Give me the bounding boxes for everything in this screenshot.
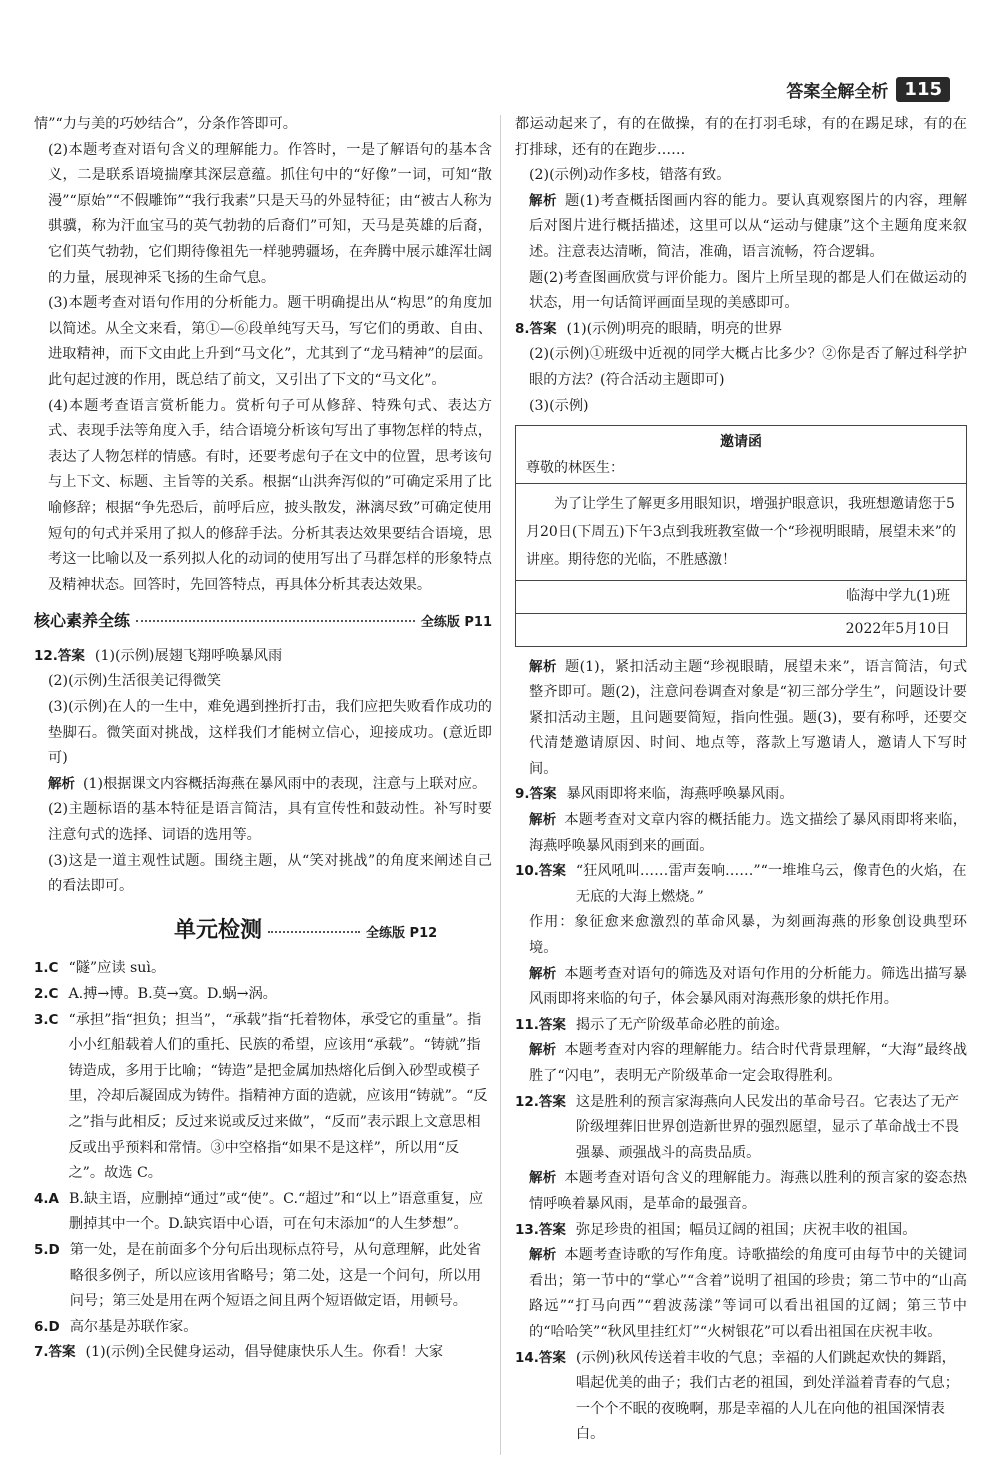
right-column bbox=[515, 112, 967, 1448]
question-number: 12.答案 bbox=[34, 647, 85, 664]
answer-text: B.缺主语，应删掉“通过”或“使”。C.“超过”和“以上”语意重复，应删掉其中一个。D.缺宾语中心语，可在句末添加“的人生梦想”。 bbox=[68, 1190, 484, 1233]
paragraph: (2)(示例)动作多枝，错落有致。 bbox=[529, 167, 731, 184]
question-5 bbox=[34, 1238, 492, 1315]
paragraph: 都运动起来了，有的在做操，有的在打羽毛球，有的在踢足球，有的在打排球，还有的在跑步…… bbox=[515, 116, 967, 158]
analysis-text: 题(1)考查概括图画内容的能力。要认真观察图片的内容，理解后对图片进行概括描述，这里可以从“运动与健康”这个主题角度来叙述。注意表达清晰，简洁，准确，语言流畅，符合逻辑。 bbox=[529, 192, 968, 260]
analysis-text: (2)主题标语的基本特征是语言简洁，具有宣传性和鼓动性。补写时要注意句式的选择、词语的选用等。 bbox=[48, 801, 492, 844]
analysis-text: 本题考查对语句含义的理解能力。海燕以胜利的预言家的姿态热情呼唤着暴风雨，是革命的最强音。 bbox=[529, 1170, 967, 1212]
section-ref: 全练版 P11 bbox=[420, 615, 492, 631]
answer-text: 揭示了无产阶级革命必胜的前途。 bbox=[575, 1016, 789, 1033]
paragraph: (4)本题考查语言赏析能力。赏析句子可从修辞、特殊句式、表达方式、表现手法等角度入手，结合语境分析该句写出了事物怎样的特点，表达了人物怎样的情感。有时，还要考虑句子在文中的位置，思考该句与上下文、标题、主旨等的关系。根据“山洪奔泻似的”可确定采用了比喻修辞；根据“争先恐后，前呼后应，披头散发，淋漓尽致”可确定使用短句的句式并采用了拟人的修辞手法。分析其表达效果要结合语境，思考这一比喻以及一系列拟人化的动词的使用写出了马群怎样的形象特点及精神状态。回答时，先回答特点，再具体分析其表达效果。 bbox=[48, 397, 492, 593]
left-column bbox=[34, 112, 492, 1366]
question-12 bbox=[515, 1090, 967, 1167]
question-number: 6.D bbox=[34, 1318, 60, 1335]
question-number: 5.D bbox=[34, 1241, 60, 1258]
analysis-text: 本题考查对文章内容的概括能力。选文描绘了暴风雨即将来临，海燕呼唤暴风雨到来的画面。 bbox=[529, 812, 967, 854]
analysis-tag: 解析 bbox=[529, 965, 557, 982]
analysis bbox=[34, 772, 492, 798]
analysis bbox=[515, 1243, 967, 1345]
question-number: 8.答案 bbox=[515, 320, 557, 337]
analysis-text: 本题考查对内容的理解能力。结合时代背景理解，“大海”最终战胜了“闪电”，表明无产阶级革命一定会取得胜利。 bbox=[529, 1042, 968, 1084]
paragraph: (2)本题考查对语句含义的理解能力。作答时，一是了解语句的基本含义，二是联系语境揣摩其深层意蕴。抓住句中的“好像”一词，可知“散漫”“原始”“不假雕饰”“我行我素”只是天马的外显特征；由“被古人称为骐骥，称为汗血宝马的英气勃勃的后裔们”可知，天马是英雄的后裔，它们英气勃勃，它们期待像祖先一样驰骋疆场，在奔腾中展示雄浑壮阔的力量，展现神采飞扬的生命气息。 bbox=[48, 141, 492, 286]
analysis-tag: 解析 bbox=[529, 1170, 557, 1187]
question-number: 10.答案 bbox=[515, 863, 566, 880]
question-number: 9.答案 bbox=[515, 786, 557, 803]
analysis-text: 本题考查对语句的筛选及对语句作用的分析能力。筛选出描写暴风雨即将来临的句子，体会暴风雨对海燕形象的烘托作用。 bbox=[529, 965, 967, 1008]
analysis bbox=[515, 808, 967, 859]
analysis-text: 题(2)考查图画欣赏与评价能力。图片上所呈现的都是人们在做运动的状态，用一句话简评画面呈现的美感即可。 bbox=[529, 269, 967, 312]
letter-header bbox=[516, 426, 966, 484]
analysis-tag: 解析 bbox=[529, 192, 558, 209]
answer-text: (1)(示例)全民健身运动，倡导健康快乐人生。你看！大家 bbox=[85, 1344, 444, 1361]
dotted-leader bbox=[136, 620, 415, 622]
answer-text: “隧”应读 suì。 bbox=[68, 960, 166, 977]
question-number: 13.答案 bbox=[515, 1221, 566, 1238]
question-6 bbox=[34, 1315, 492, 1341]
question-number: 1.C bbox=[34, 960, 59, 977]
question-number: 2.C bbox=[34, 986, 59, 1002]
answer-text: (2)(示例)生活很美记得微笑 bbox=[48, 673, 222, 690]
answer-text: (2)(示例)①班级中近视的同学大概占比多少？②你是否了解过科学护眼的方法？(符合活动主题即可) bbox=[529, 346, 967, 388]
section-title: 单元检测 bbox=[174, 917, 263, 943]
analysis bbox=[515, 962, 967, 1013]
question-8 bbox=[515, 317, 967, 343]
header-title: 答案全解全析 bbox=[786, 81, 889, 102]
paragraph: (3)本题考查对语句作用的分析能力。题干明确提出从“构思”的角度加以简述。从全文来看，第①—⑥段单纯写天马，写它们的勇敢、自由、进取精神，而下文由此上升到“马文化”，尤其到了“龙马精神”的层面。此句起过渡的作用，既总结了前文，又引出了下文的“马文化”。 bbox=[48, 295, 492, 388]
analysis-text: 题(1)，紧扣活动主题“珍视眼睛，展望未来”，语言简洁，句式整齐即可。题(2)，注意问卷调查对象是“初三部分学生”，问题设计要紧扣活动主题，且问题要简短，指向性强。题(3)，要有称呼，还要交代清楚邀请原因、时间、地点等，落款上写邀请人，邀请人下写时间。 bbox=[529, 658, 968, 777]
answer-text: A.搏→博。B.莫→寞。D.蜗→涡。 bbox=[68, 986, 277, 1002]
letter-greeting: 尊敬的林医生： bbox=[526, 459, 624, 476]
answer-text: 暴风雨即将来临，海燕呼唤暴风雨。 bbox=[566, 786, 794, 803]
paragraph: 情”“力与美的巧妙结合”，分条作答即可。 bbox=[34, 116, 297, 132]
analysis-text: (1)根据课文内容概括海燕在暴风雨中的表现，注意与上联对应。 bbox=[83, 775, 487, 792]
letter-sender: 临海中学九(1)班 bbox=[516, 581, 966, 614]
answer-text: 作用：象征愈来愈激烈的革命风暴，为刻画海燕的形象创设典型环境。 bbox=[529, 914, 967, 957]
analysis-tag: 解析 bbox=[529, 658, 557, 675]
question-11 bbox=[515, 1013, 967, 1039]
question-number: 14.答案 bbox=[515, 1349, 566, 1366]
page-number: 115 bbox=[896, 77, 950, 102]
question-12 bbox=[34, 644, 492, 670]
answer-text: 高尔基是苏联作家。 bbox=[69, 1318, 198, 1335]
section-title: 核心素养全练 bbox=[34, 611, 131, 631]
question-number: 7.答案 bbox=[34, 1344, 76, 1361]
answer-text: (1)(示例)展翅飞翔呼唤暴风雨 bbox=[94, 647, 283, 664]
question-10 bbox=[515, 859, 967, 910]
question-9 bbox=[515, 782, 967, 808]
analysis bbox=[515, 1038, 967, 1089]
analysis-tag: 解析 bbox=[48, 775, 75, 792]
answer-text: (3)(示例) bbox=[529, 397, 589, 414]
column-divider bbox=[500, 115, 501, 1455]
letter-date: 2022年5月10日 bbox=[845, 620, 950, 637]
question-number: 3.C bbox=[34, 1011, 59, 1028]
question-number: 11.答案 bbox=[515, 1016, 566, 1033]
answer-text: 弥足珍贵的祖国；幅员辽阔的祖国；庆祝丰收的祖国。 bbox=[575, 1221, 917, 1238]
section-ref: 全练版 P12 bbox=[366, 925, 438, 941]
question-number: 4.A bbox=[34, 1190, 59, 1207]
answer-text: “狂风吼叫……雷声轰响……”“一堆堆乌云，像青色的火焰，在无底的大海上燃烧。” bbox=[575, 863, 967, 905]
question-13 bbox=[515, 1218, 967, 1244]
question-14 bbox=[515, 1346, 967, 1448]
analysis-text: (3)这是一道主观性试题。围绕主题，从“笑对挑战”的角度来阐述自己的看法即可。 bbox=[48, 852, 492, 895]
section-header-core bbox=[34, 608, 492, 636]
letter-body: 为了让学生了解更多用眼知识，增强护眼意识，我班想邀请您于5月20日(下周五)下午3点到我班教室做一个“珍视明眼睛，展望未来”的讲座。期待您的光临，不胜感激！ bbox=[516, 484, 966, 581]
answer-text: 这是胜利的预言家海燕向人民发出的革命号召。它表达了无产阶级埋葬旧世界创造新世界的强烈愿望，显示了革命战士不畏强暴、顽强战斗的高贵品质。 bbox=[575, 1093, 959, 1161]
analysis-tag: 解析 bbox=[529, 1247, 557, 1264]
question-4 bbox=[34, 1187, 492, 1238]
question-7 bbox=[34, 1340, 492, 1366]
answer-text: (示例)秋风传送着丰收的气息；幸福的人们跳起欢快的舞蹈，唱起优美的曲子；我们古老的祖国，到处洋溢着青春的气息；一个个不眠的夜晚啊，那是幸福的人儿在向他的祖国深情表白。 bbox=[575, 1349, 959, 1443]
question-1 bbox=[34, 956, 492, 982]
question-number: 12.答案 bbox=[515, 1093, 566, 1110]
analysis bbox=[515, 655, 967, 783]
dotted-leader bbox=[268, 931, 360, 933]
analysis bbox=[515, 189, 967, 266]
answer-text: (1)(示例)明亮的眼睛，明亮的世界 bbox=[566, 320, 783, 337]
analysis-tag: 解析 bbox=[529, 812, 557, 829]
analysis-tag: 解析 bbox=[529, 1042, 557, 1059]
answer-text: (3)(示例)在人的一生中，难免遇到挫折打击，我们应把失败看作成功的垫脚石。微笑面对挑战，这样我们才能树立信心，迎接成功。(意近即可) bbox=[48, 699, 492, 767]
section-header-unit bbox=[34, 918, 492, 947]
question-3 bbox=[34, 1008, 492, 1187]
analysis bbox=[515, 1166, 967, 1217]
answer-text: “承担”指“担负；担当”，“承载”指“托着物体，承受它的重量”。指小小红船载着人们的重托、民族的希望，应该用“承载”。“铸就”指铸造成，多用于比喻；“铸造”是把金属加热熔化后倒入砂型或模子里，冷却后凝固成为铸件。指精神方面的造就，应该用“铸就”。“反之”指与此相反；反过来说或反过来做”，“反而”表示跟上文意思相反或出乎预料和常情。③中空格指“如果不是这样”，所以用“反之”。故选 C。 bbox=[68, 1011, 488, 1182]
letter-title: 邀请函 bbox=[720, 434, 762, 451]
question-2 bbox=[34, 982, 492, 1008]
invitation-letter-box bbox=[515, 425, 967, 646]
answer-text: 第一处，是在前面多个分句后出现标点符号，从句意理解，此处省略很多例子，所以应该用省略号；第二处，这是一个问句，所以用问号；第三处是用在两个短语之间且两个短语做定语，用顿号。 bbox=[69, 1241, 482, 1310]
analysis-text: 本题考查诗歌的写作角度。诗歌描绘的角度可由每节中的关键词看出；第一节中的“掌心”“含着”说明了祖国的珍贵；第二节中的“山高路远”“打马向西”“碧波荡漾”等词可以看出祖国的辽阔；第三节中的“哈哈笑”“秋风里挂红灯”“火树银花”可以看出祖国在庆祝丰收。 bbox=[529, 1247, 967, 1340]
page-header bbox=[786, 72, 950, 106]
